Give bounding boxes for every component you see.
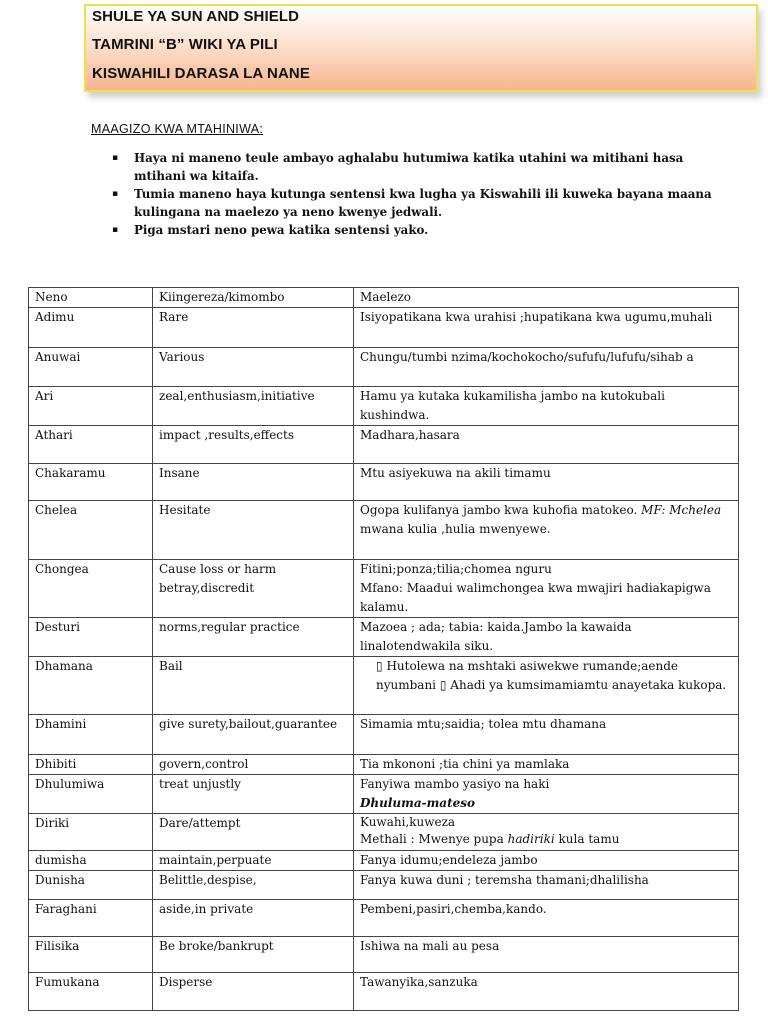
table-row xyxy=(29,501,739,560)
table-row xyxy=(29,937,739,973)
cell-maelezo: Madhara,hasara xyxy=(354,426,739,464)
subject-class: KISWAHILI DARASA LA NANE xyxy=(92,65,310,82)
table-row xyxy=(29,814,739,851)
cell-maelezo: Tawanyika,sanzuka xyxy=(354,973,739,1011)
table-row xyxy=(29,308,739,348)
exercise-title: TAMRINI “B” WIKI YA PILI xyxy=(92,36,278,53)
table-row xyxy=(29,618,739,657)
cell-english: govern,control xyxy=(153,755,354,775)
cell-english: Hesitate xyxy=(153,501,354,560)
table-row xyxy=(29,871,739,900)
cell-neno: Filisika xyxy=(29,937,153,973)
table-row xyxy=(29,900,739,937)
cell-english: Insane xyxy=(153,464,354,501)
cell-neno: Chakaramu xyxy=(29,464,153,501)
cell-neno: Dhulumiwa xyxy=(29,775,153,814)
cell-neno: Dhamini xyxy=(29,715,153,755)
cell-english: impact ,results,effects xyxy=(153,426,354,464)
cell-maelezo: Fanya idumu;endeleza jambo xyxy=(354,851,739,871)
cell-neno: Desturi xyxy=(29,618,153,657)
cell-english: zeal,enthusiasm,initiative xyxy=(153,387,354,426)
cell-english: norms,regular practice xyxy=(153,618,354,657)
bullet-icon: ▪ xyxy=(112,225,119,235)
title-banner xyxy=(84,4,758,92)
table-row xyxy=(29,775,739,814)
cell-maelezo: ▯ Hutolewa na mshtaki asiwekwe rumande;aende nyumbani ▯ Ahadi ya kumsimamiamtu anayetaka kukopa. xyxy=(354,657,739,715)
cell-neno: Chelea xyxy=(29,501,153,560)
cell-english: Be broke/bankrupt xyxy=(153,937,354,973)
cell-neno: Dhibiti xyxy=(29,755,153,775)
cell-maelezo: Fanyiwa mambo yasiyo na haki Dhuluma-mateso xyxy=(354,775,739,814)
cell-maelezo: Tia mkononi ;tia chini ya mamlaka xyxy=(354,755,739,775)
cell-maelezo: Simamia mtu;saidia; tolea mtu dhamana xyxy=(354,715,739,755)
header-neno: Neno xyxy=(29,288,153,308)
cell-english: Bail xyxy=(153,657,354,715)
cell-maelezo: Pembeni,pasiri,chemba,kando. xyxy=(354,900,739,937)
cell-neno: Chongea xyxy=(29,560,153,618)
box-glyph-icon: ▯ xyxy=(376,659,383,673)
cell-maelezo: Kuwahi,kuweza Methali : Mwenye pupa hadiriki kula tamu xyxy=(354,814,739,851)
cell-english: aside,in private xyxy=(153,900,354,937)
cell-english: Belittle,despise, xyxy=(153,871,354,900)
cell-maelezo: Ogopa kulifanya jambo kwa kuhofia matokeo. MF: Mchelea mwana kulia ,hulia mwenyewe. xyxy=(354,501,739,560)
instruction-item: ▪ Piga mstari neno pewa katika sentensi yako. xyxy=(112,223,429,237)
table-row xyxy=(29,657,739,715)
cell-neno: Adimu xyxy=(29,308,153,348)
table-row xyxy=(29,851,739,871)
table-row xyxy=(29,973,739,1011)
instructions-heading: MAAGIZO KWA MTAHINIWA: xyxy=(91,122,264,136)
cell-maelezo: Mtu asiyekuwa na akili timamu xyxy=(354,464,739,501)
cell-maelezo: Hamu ya kutaka kukamilisha jambo na kutokubali kushindwa. xyxy=(354,387,739,426)
cell-english: Various xyxy=(153,348,354,387)
cell-english: maintain,perpuate xyxy=(153,851,354,871)
table-row xyxy=(29,387,739,426)
cell-english: Disperse xyxy=(153,973,354,1011)
table-row xyxy=(29,715,739,755)
cell-maelezo: Fitini;ponza;tilia;chomea nguru Mfano: Maadui walimchongea kwa mwajiri hadiakapigwa kalamu. xyxy=(354,560,739,618)
table-row xyxy=(29,348,739,387)
cell-neno: Faraghani xyxy=(29,900,153,937)
cell-neno: Dunisha xyxy=(29,871,153,900)
cell-english: Cause loss or harm betray,discredit xyxy=(153,560,354,618)
table-row xyxy=(29,560,739,618)
table-row xyxy=(29,464,739,501)
cell-maelezo: Isiyopatikana kwa urahisi ;hupatikana kwa ugumu,muhali xyxy=(354,308,739,348)
box-glyph-icon: ▯ xyxy=(439,678,447,692)
cell-maelezo: Chungu/tumbi nzima/kochokocho/sufufu/lufufu/sihab a xyxy=(354,348,739,387)
instructions-list xyxy=(112,149,712,239)
table-row xyxy=(29,426,739,464)
bullet-icon: ▪ xyxy=(112,153,119,163)
cell-neno: Fumukana xyxy=(29,973,153,1011)
cell-neno: Athari xyxy=(29,426,153,464)
cell-neno: dumisha xyxy=(29,851,153,871)
table-row xyxy=(29,755,739,775)
cell-neno: Ari xyxy=(29,387,153,426)
cell-english: Rare xyxy=(153,308,354,348)
cell-neno: Dhamana xyxy=(29,657,153,715)
school-name: SHULE YA SUN AND SHIELD xyxy=(92,8,300,25)
cell-english: give surety,bailout,guarantee xyxy=(153,715,354,755)
cell-english: treat unjustly xyxy=(153,775,354,814)
cell-english: Dare/attempt xyxy=(153,814,354,851)
header-maelezo: Maelezo xyxy=(354,288,739,308)
cell-maelezo: Ishiwa na mali au pesa xyxy=(354,937,739,973)
vocabulary-table xyxy=(28,287,739,1011)
cell-maelezo: Mazoea ; ada; tabia: kaida.Jambo la kawaida linalotendwakila siku. xyxy=(354,618,739,657)
instruction-item: ▪ Tumia maneno haya kutunga sentensi kwa lugha ya Kiswahili ili kuweka bayana maana kulingana na maelezo ya neno kwenye jedwali. xyxy=(112,187,712,219)
table-header-row xyxy=(29,288,739,308)
instruction-item: ▪ Haya ni maneno teule ambayo aghalabu hutumiwa katika utahini wa mitihani hasa mtihani wa kitaifa. xyxy=(112,151,684,183)
bullet-icon: ▪ xyxy=(112,189,119,199)
header-kiingereza: Kiingereza/kimombo xyxy=(153,288,354,308)
cell-neno: Diriki xyxy=(29,814,153,851)
cell-maelezo: Fanya kuwa duni ; teremsha thamani;dhalilisha xyxy=(354,871,739,900)
cell-neno: Anuwai xyxy=(29,348,153,387)
